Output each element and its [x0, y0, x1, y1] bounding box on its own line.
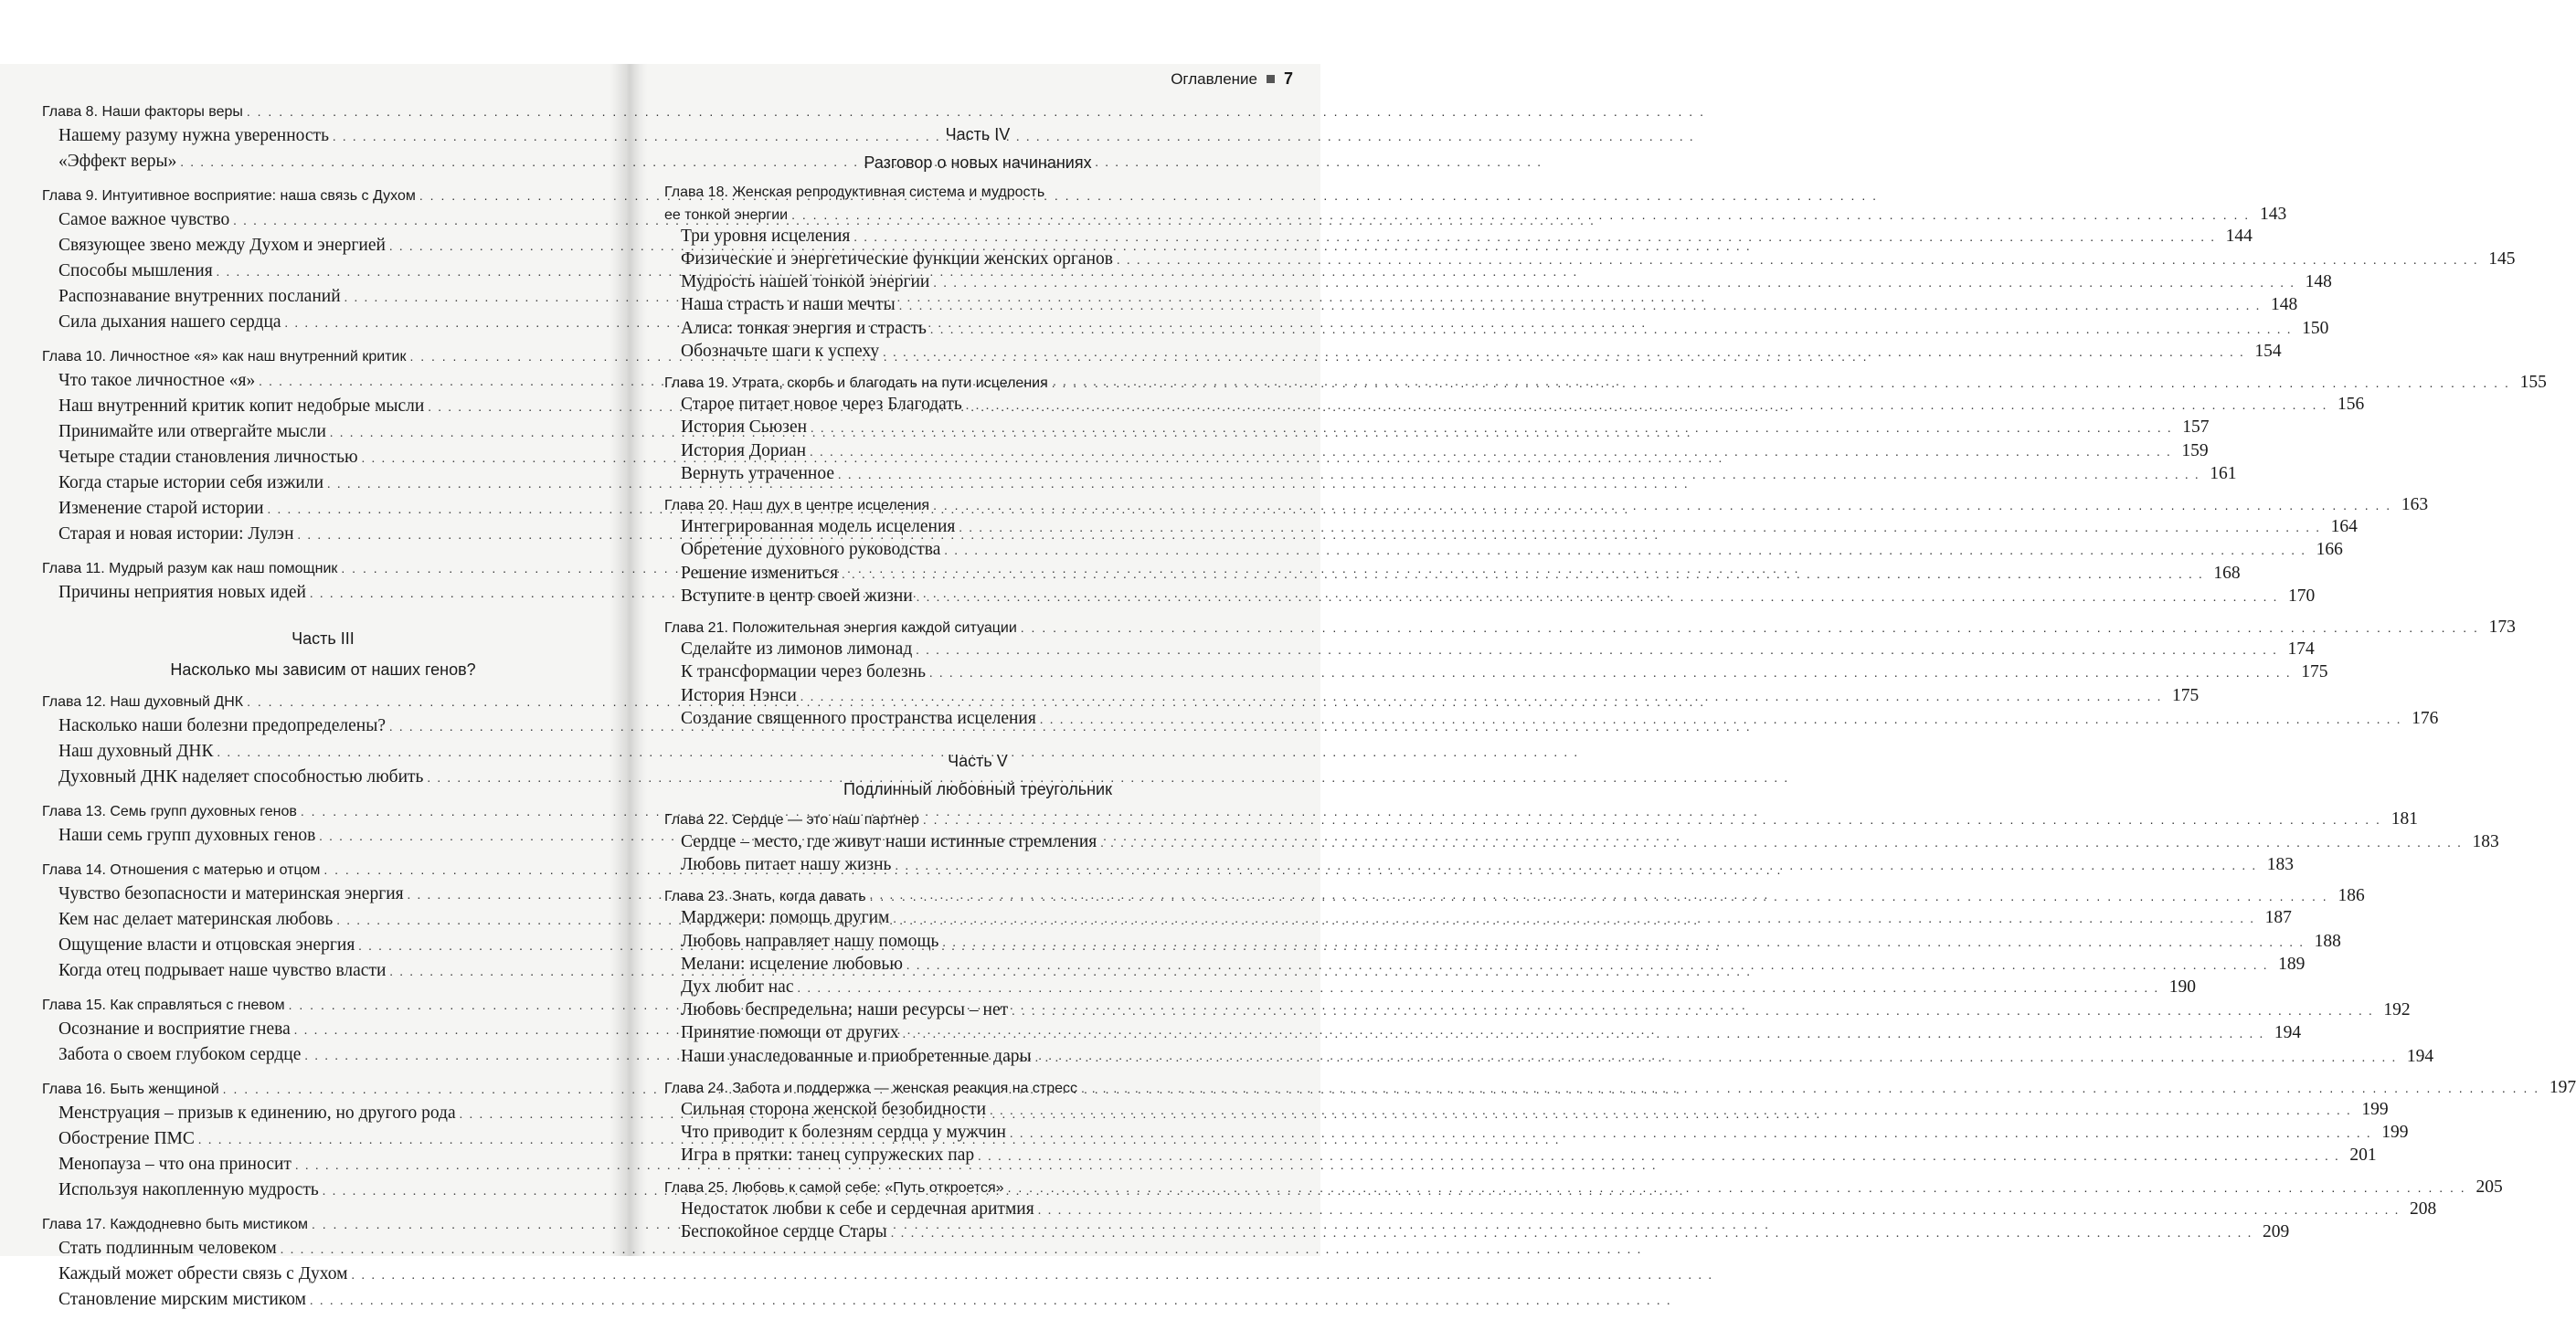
- section-entry: [42, 1102, 604, 1127]
- section-entry-page: 192: [2383, 1000, 2411, 1020]
- section-entry-page: 175: [2301, 662, 2328, 682]
- section-entry-label: Мудрость нашей тонкой энергии: [681, 272, 930, 292]
- chapter-entry: [42, 100, 604, 124]
- chapter-entry: [664, 617, 2516, 639]
- section-entry-page: 148: [2305, 272, 2332, 292]
- leader-dots: [1035, 1048, 2398, 1069]
- section-entry: [42, 766, 604, 791]
- chapter-entry-label: Глава 9. Интуитивное восприятие: наша связь с Духом: [42, 188, 416, 204]
- section-entry: [664, 831, 2499, 854]
- section-entry-page: 144: [2225, 226, 2253, 246]
- chapter-entry: [42, 556, 604, 581]
- chapter-entry-label: Глава 19. Утрата, скорбь и благодать на пути исцеления: [664, 375, 1048, 392]
- leader-dots: [810, 442, 2172, 463]
- section-entry-page: 161: [2210, 463, 2237, 483]
- section-entry: [42, 1043, 604, 1069]
- section-entry-label: Самое важное чувство: [58, 210, 230, 229]
- chapter-entry-page: 197: [2549, 1077, 2576, 1097]
- section-entry-label: Принимайте или отвергайте мысли: [58, 422, 326, 441]
- part-subtitle: Подлинный любовный треугольник: [843, 780, 1112, 799]
- leader-dots: [906, 956, 2269, 977]
- section-entry-label: Распознавание внутренних посланий: [58, 287, 341, 306]
- chapter-entry-label: Глава 21. Положительная энергия каждой ситуации: [664, 620, 1017, 637]
- section-entry-label: Нашему разуму нужна уверенность: [58, 126, 329, 145]
- right-chapters-part-iv: [664, 182, 2547, 731]
- leader-dots: [1100, 833, 2463, 854]
- chapter-entry: [42, 690, 604, 714]
- section-entry-label: Осознание и восприятие гнева: [58, 1019, 291, 1039]
- section-entry: [42, 581, 604, 607]
- leader-dots: [883, 343, 2245, 364]
- section-entry: [664, 1221, 2290, 1244]
- section-entry: [664, 394, 2365, 417]
- section-entry: [664, 294, 2298, 317]
- section-entry-label: Игра в прятки: танец супружеских пар: [681, 1146, 975, 1166]
- section-entry: [42, 150, 604, 175]
- square-bullet-icon: [1267, 75, 1275, 83]
- chapter-entry-page: 186: [2337, 886, 2365, 906]
- section-entry-label: Используя накопленную мудрость: [58, 1180, 319, 1199]
- section-entry-label: Становление мирским мистиком: [58, 1290, 306, 1309]
- section-entry-label: Недостаток любви к себе и сердечная аритмия: [681, 1199, 1034, 1219]
- section-entry-page: 188: [2314, 931, 2341, 951]
- leader-dots: [893, 909, 2255, 930]
- section-entry-label: Дух любит нас: [681, 977, 794, 997]
- section-entry: [42, 714, 604, 740]
- section-entry-label: Когда отец подрывает наше чувство власти: [58, 961, 387, 980]
- section-entry: [42, 959, 604, 985]
- section-entry-page: 187: [2264, 908, 2292, 928]
- chapter-entry-page: 205: [2475, 1177, 2503, 1197]
- section-entry-page: 194: [2406, 1046, 2434, 1066]
- section-entry-label: Вернуть утраченное: [681, 463, 834, 483]
- section-entry-label: Способы мышления: [58, 261, 213, 280]
- part-label: Часть IV: [945, 125, 1011, 143]
- section-entry: [664, 708, 2439, 731]
- section-entry: [42, 497, 604, 523]
- section-entry-label: Кем нас делает материнская любовь: [58, 910, 334, 929]
- section-entry: [42, 208, 604, 234]
- chapter-entry: [42, 1212, 604, 1237]
- chapter-entry: [664, 808, 2418, 830]
- section-entry: [42, 259, 604, 285]
- section-entry-page: 166: [2316, 540, 2343, 560]
- section-entry-label: Наш духовный ДНК: [58, 742, 214, 761]
- section-entry-label: Любовь питает нашу жизнь: [681, 854, 892, 874]
- section-entry-label: История Сьюзен: [681, 417, 808, 438]
- left-page: [0, 64, 612, 1309]
- section-entry-label: Любовь беспредельна; наши ресурсы – нет: [681, 1000, 1009, 1020]
- leader-dots: [895, 856, 2257, 877]
- section-entry-label: Что такое личностное «я»: [58, 371, 256, 390]
- chapter-entry-page: 163: [2401, 495, 2429, 515]
- chapter-entry-page: 143: [2259, 204, 2287, 224]
- leader-dots: [1038, 1200, 2401, 1221]
- chapter-entry-page: 173: [2488, 618, 2516, 638]
- section-entry: [664, 1199, 2437, 1221]
- section-entry-label: Менопауза – что она приносит: [58, 1155, 292, 1174]
- leader-dots: [842, 565, 2204, 586]
- leader-dots: [899, 296, 2262, 317]
- section-entry-page: 176: [2412, 708, 2439, 728]
- leader-dots: [1021, 618, 2479, 639]
- section-entry: [664, 440, 2209, 463]
- section-entry-label: Создание священного пространства исцеления: [681, 708, 1036, 728]
- section-entry-page: 150: [2302, 318, 2329, 338]
- chapter-entry: [664, 204, 2287, 226]
- part-label: Часть V: [948, 752, 1008, 771]
- leader-dots: [930, 320, 2293, 341]
- chapter-entry-label: Глава 17. Каждодневно быть мистиком: [42, 1217, 308, 1232]
- section-entry-page: 174: [2287, 639, 2315, 660]
- section-entry: [42, 395, 604, 420]
- section-entry-page: 145: [2488, 249, 2516, 269]
- section-entry: [664, 417, 2210, 439]
- section-entry: [664, 685, 2200, 708]
- section-entry-page: 199: [2361, 1099, 2389, 1119]
- section-entry: [664, 226, 2253, 248]
- section-entry: [664, 539, 2343, 562]
- section-entry-label: Связующее звено между Духом и энергией: [58, 236, 386, 255]
- section-entry-label: Чувство безопасности и материнская энергия: [58, 884, 404, 903]
- leader-dots: [1008, 1177, 2466, 1199]
- section-entry-label: Каждый может обрести связь с Духом: [58, 1264, 348, 1283]
- section-entry-label: Сила дыхания нашего сердца: [58, 312, 281, 332]
- section-entry: [42, 1237, 604, 1262]
- leader-dots: [352, 1264, 1714, 1288]
- section-entry-label: Наши унаследованные и приобретенные дары: [681, 1046, 1032, 1066]
- chapter-entry-label: Глава 16. Быть женщиной: [42, 1082, 219, 1097]
- section-entry: [664, 1145, 2377, 1167]
- leader-dots: [853, 227, 2216, 248]
- leader-dots: [903, 1024, 2265, 1045]
- section-entry: [664, 931, 2341, 954]
- leader-dots: [966, 396, 2328, 417]
- section-entry-page: 189: [2278, 954, 2306, 974]
- chapter-entry: [664, 1077, 2576, 1099]
- leader-dots: [1010, 1124, 2372, 1145]
- section-entry-page: 157: [2182, 417, 2210, 438]
- left-chapters-after-part: [42, 690, 604, 1314]
- chapter-entry-label: Глава 23. Знать, когда давать: [664, 889, 866, 905]
- book-spread: [0, 64, 2576, 1309]
- section-entry: [42, 234, 604, 259]
- section-entry-page: 170: [2288, 586, 2316, 606]
- section-entry-page: 168: [2213, 563, 2241, 583]
- section-entry-label: Старое питает новое через Благодать: [681, 395, 962, 415]
- section-entry: [664, 318, 2329, 341]
- chapter-entry-label: Глава 12. Наш духовный ДНК: [42, 694, 244, 710]
- chapter-entry-page: 155: [2519, 373, 2547, 393]
- section-entry: [42, 1178, 604, 1204]
- header-title: Оглавление: [1171, 69, 1257, 88]
- leader-dots: [1040, 710, 2402, 731]
- section-entry-label: Мелани: исцеление любовью: [681, 954, 903, 974]
- section-entry: [664, 661, 2328, 684]
- section-entry-label: Четыре стадии становления личностью: [58, 448, 358, 467]
- leader-dots: [800, 687, 2163, 708]
- section-entry: [42, 124, 604, 150]
- section-entry: [664, 854, 2294, 877]
- section-entry-label: Беспокойное сердце Стары: [681, 1221, 887, 1241]
- leader-dots: [797, 978, 2159, 999]
- section-entry: [42, 420, 604, 446]
- section-entry-label: Сердце – место, где живут наши истинные стремления: [681, 831, 1097, 851]
- section-entry: [664, 1046, 2434, 1069]
- section-entry-label: Когда старые истории себя изжили: [58, 473, 324, 492]
- leader-dots: [1052, 373, 2510, 394]
- chapter-entry: [42, 1077, 604, 1102]
- section-entry-label: Интегрированная модель исцеления: [681, 517, 956, 537]
- chapter-title-line: Глава 18. Женская репродуктивная система и мудрость: [664, 185, 1045, 201]
- section-entry-label: Насколько наши болезни предопределены?: [58, 716, 386, 735]
- section-entry: [42, 908, 604, 934]
- chapter-entry: [42, 184, 604, 208]
- leader-dots: [916, 640, 2278, 661]
- chapter-entry: [664, 372, 2547, 394]
- leader-dots: [929, 663, 2292, 684]
- chapter-entry-label: Глава 24. Забота и поддержка — женская реакция на стресс: [664, 1080, 1078, 1096]
- page-number: 7: [1283, 69, 1293, 88]
- section-entry: [664, 341, 2282, 364]
- leader-dots: [1117, 250, 2479, 271]
- section-entry-page: 164: [2330, 517, 2358, 537]
- section-entry: [664, 271, 2332, 294]
- section-entry: [42, 446, 604, 471]
- section-entry: [42, 1127, 604, 1153]
- section-entry: [664, 954, 2306, 977]
- part-label: Часть III: [292, 629, 355, 648]
- section-entry-label: Решение измениться: [681, 563, 839, 583]
- section-entry-label: Любовь направляет нашу помощь: [681, 931, 939, 951]
- part-subtitle: Разговор о новых начинаниях: [864, 153, 1092, 173]
- leader-dots: [933, 495, 2391, 516]
- section-entry-page: 208: [2409, 1199, 2437, 1219]
- section-entry: [42, 882, 604, 908]
- section-entry-label: Наши семь групп духовных генов: [58, 826, 316, 845]
- chapter-entry-label: Глава 15. Как справляться с гневом: [42, 998, 285, 1013]
- leader-dots: [917, 587, 2279, 608]
- section-entry: [42, 1153, 604, 1178]
- section-entry: [42, 740, 604, 766]
- chapter-entry-label: Глава 20. Наш дух в центре исцеления: [664, 498, 930, 514]
- chapter-entry: [42, 993, 604, 1018]
- section-entry-label: Менструация – призыв к единению, но другого рода: [58, 1104, 456, 1123]
- section-entry: [42, 471, 604, 497]
- chapter-entry-label: Глава 14. Отношения с матерью и отцом: [42, 862, 321, 878]
- section-entry: [664, 977, 2196, 999]
- section-entry-page: 156: [2337, 395, 2365, 415]
- leader-dots: [942, 933, 2305, 954]
- right-chapters-part-v: [664, 808, 2576, 1244]
- leader-dots: [978, 1146, 2340, 1167]
- leader-dots: [838, 465, 2200, 486]
- section-entry-page: 199: [2381, 1123, 2409, 1143]
- chapter-entry: [42, 858, 604, 882]
- section-entry: [42, 311, 604, 336]
- right-toc-column: [664, 124, 2576, 1244]
- leader-dots: [791, 205, 2250, 226]
- section-entry-page: 201: [2349, 1146, 2377, 1166]
- section-entry-label: Сильная сторона женской безобидности: [681, 1099, 987, 1119]
- section-entry: [664, 586, 2316, 608]
- right-page: [647, 64, 2576, 1256]
- section-entry: [42, 523, 604, 548]
- section-entry: [664, 639, 2315, 661]
- section-entry: [42, 1288, 604, 1314]
- section-entry-page: 148: [2270, 295, 2298, 315]
- section-entry-label: Ощущение власти и отцовская энергия: [58, 935, 355, 955]
- section-entry: [42, 369, 604, 395]
- chapter-entry-label: ее тонкой энергии: [664, 206, 789, 223]
- running-header: [1171, 69, 1293, 89]
- section-entry: [664, 1122, 2409, 1145]
- chapter-entry: [664, 494, 2429, 516]
- section-entry: [42, 1262, 604, 1288]
- leader-dots: [990, 1101, 2352, 1122]
- section-entry-label: Обретение духовного руководства: [681, 540, 941, 560]
- section-entry: [664, 1022, 2302, 1045]
- leader-dots: [891, 1223, 2253, 1244]
- section-entry-label: Три уровня исцеления: [681, 226, 851, 246]
- section-entry: [664, 463, 2237, 486]
- section-entry-label: Алиса: тонкая энергия и страсть: [681, 318, 927, 338]
- chapter-entry-label: Глава 8. Наши факторы веры: [42, 104, 243, 120]
- leader-dots: [959, 518, 2321, 539]
- leader-dots: [923, 809, 2381, 830]
- section-entry: [664, 1099, 2389, 1122]
- section-entry: [664, 516, 2358, 539]
- section-entry-label: Обозначьте шаги к успеху: [681, 341, 880, 361]
- section-entry: [664, 563, 2241, 586]
- chapter-entry-label: Глава 11. Мудрый разум как наш помощник: [42, 561, 338, 576]
- leader-dots: [310, 1290, 1672, 1314]
- section-entry-label: Старая и новая истории: Лулэн: [58, 524, 294, 544]
- chapter-entry-label: Глава 10. Личностное «я» как наш внутренний критик: [42, 349, 407, 364]
- chapter-entry: [664, 885, 2365, 907]
- chapter-entry-label: Глава 22. Сердце — это наш партнер: [664, 812, 919, 829]
- section-entry-page: 154: [2254, 341, 2282, 361]
- left-toc-column: [42, 91, 604, 1314]
- section-entry-label: Изменение старой истории: [58, 499, 264, 518]
- chapter-entry: [664, 1177, 2503, 1199]
- section-entry-label: Марджери: помощь другим: [681, 908, 890, 928]
- leader-dots: [811, 418, 2173, 439]
- section-entry-page: 183: [2266, 854, 2294, 874]
- section-entry-label: Наш внутренний критик копит недобрые мысли: [58, 396, 425, 416]
- section-entry-label: Духовный ДНК наделяет способностью любить: [58, 767, 424, 787]
- chapter-entry-label: Глава 13. Семь групп духовных генов: [42, 804, 297, 819]
- chapter-entry-page: 181: [2390, 809, 2418, 829]
- section-entry: [42, 1018, 604, 1043]
- section-entry: [664, 248, 2516, 271]
- chapter-entry-label: Глава 25. Любовь к самой себе: «Путь откроется»: [664, 1179, 1004, 1196]
- section-entry-label: «Эффект веры»: [58, 152, 177, 171]
- section-entry-label: Стать подлинным человеком: [58, 1239, 277, 1258]
- section-entry: [664, 907, 2292, 930]
- section-entry: [42, 934, 604, 959]
- chapter-entry: [42, 344, 604, 369]
- section-entry-page: 209: [2263, 1221, 2290, 1241]
- section-entry-label: История Дориан: [681, 440, 807, 460]
- section-entry-label: Что приводит к болезням сердца у мужчин: [681, 1123, 1006, 1143]
- section-entry-label: Забота о своем глубоком сердце: [58, 1045, 302, 1064]
- section-entry-page: 194: [2274, 1023, 2302, 1043]
- leader-dots: [870, 886, 2328, 907]
- section-entry-label: Причины неприятия новых идей: [58, 583, 306, 602]
- section-entry-page: 159: [2181, 440, 2209, 460]
- section-entry-label: Сделайте из лимонов лимонад: [681, 639, 913, 660]
- part-subtitle: Насколько мы зависим от наших генов?: [170, 660, 476, 679]
- left-chapters-before-part: [42, 100, 604, 607]
- leader-dots: [944, 541, 2306, 562]
- section-entry-label: Наша страсть и наши мечты: [681, 295, 896, 315]
- section-entry-label: Физические и энергетические функции женских органов: [681, 249, 1113, 269]
- section-entry: [42, 824, 604, 850]
- section-entry-page: 183: [2472, 831, 2499, 851]
- leader-dots: [933, 273, 2295, 294]
- section-entry: [42, 285, 604, 311]
- section-entry-label: Обострение ПМС: [58, 1129, 195, 1148]
- leader-dots: [1012, 1001, 2374, 1022]
- section-entry-page: 175: [2172, 685, 2200, 705]
- section-entry: [664, 999, 2411, 1022]
- section-entry-label: К трансформации через болезнь: [681, 662, 927, 682]
- section-entry-label: Вступите в центр своей жизни: [681, 586, 913, 606]
- section-entry-label: Принятие помощи от других: [681, 1023, 899, 1043]
- section-entry-label: История Нэнси: [681, 685, 797, 705]
- leader-dots: [1081, 1078, 2539, 1099]
- chapter-entry: [42, 799, 604, 824]
- section-entry-page: 190: [2168, 977, 2196, 997]
